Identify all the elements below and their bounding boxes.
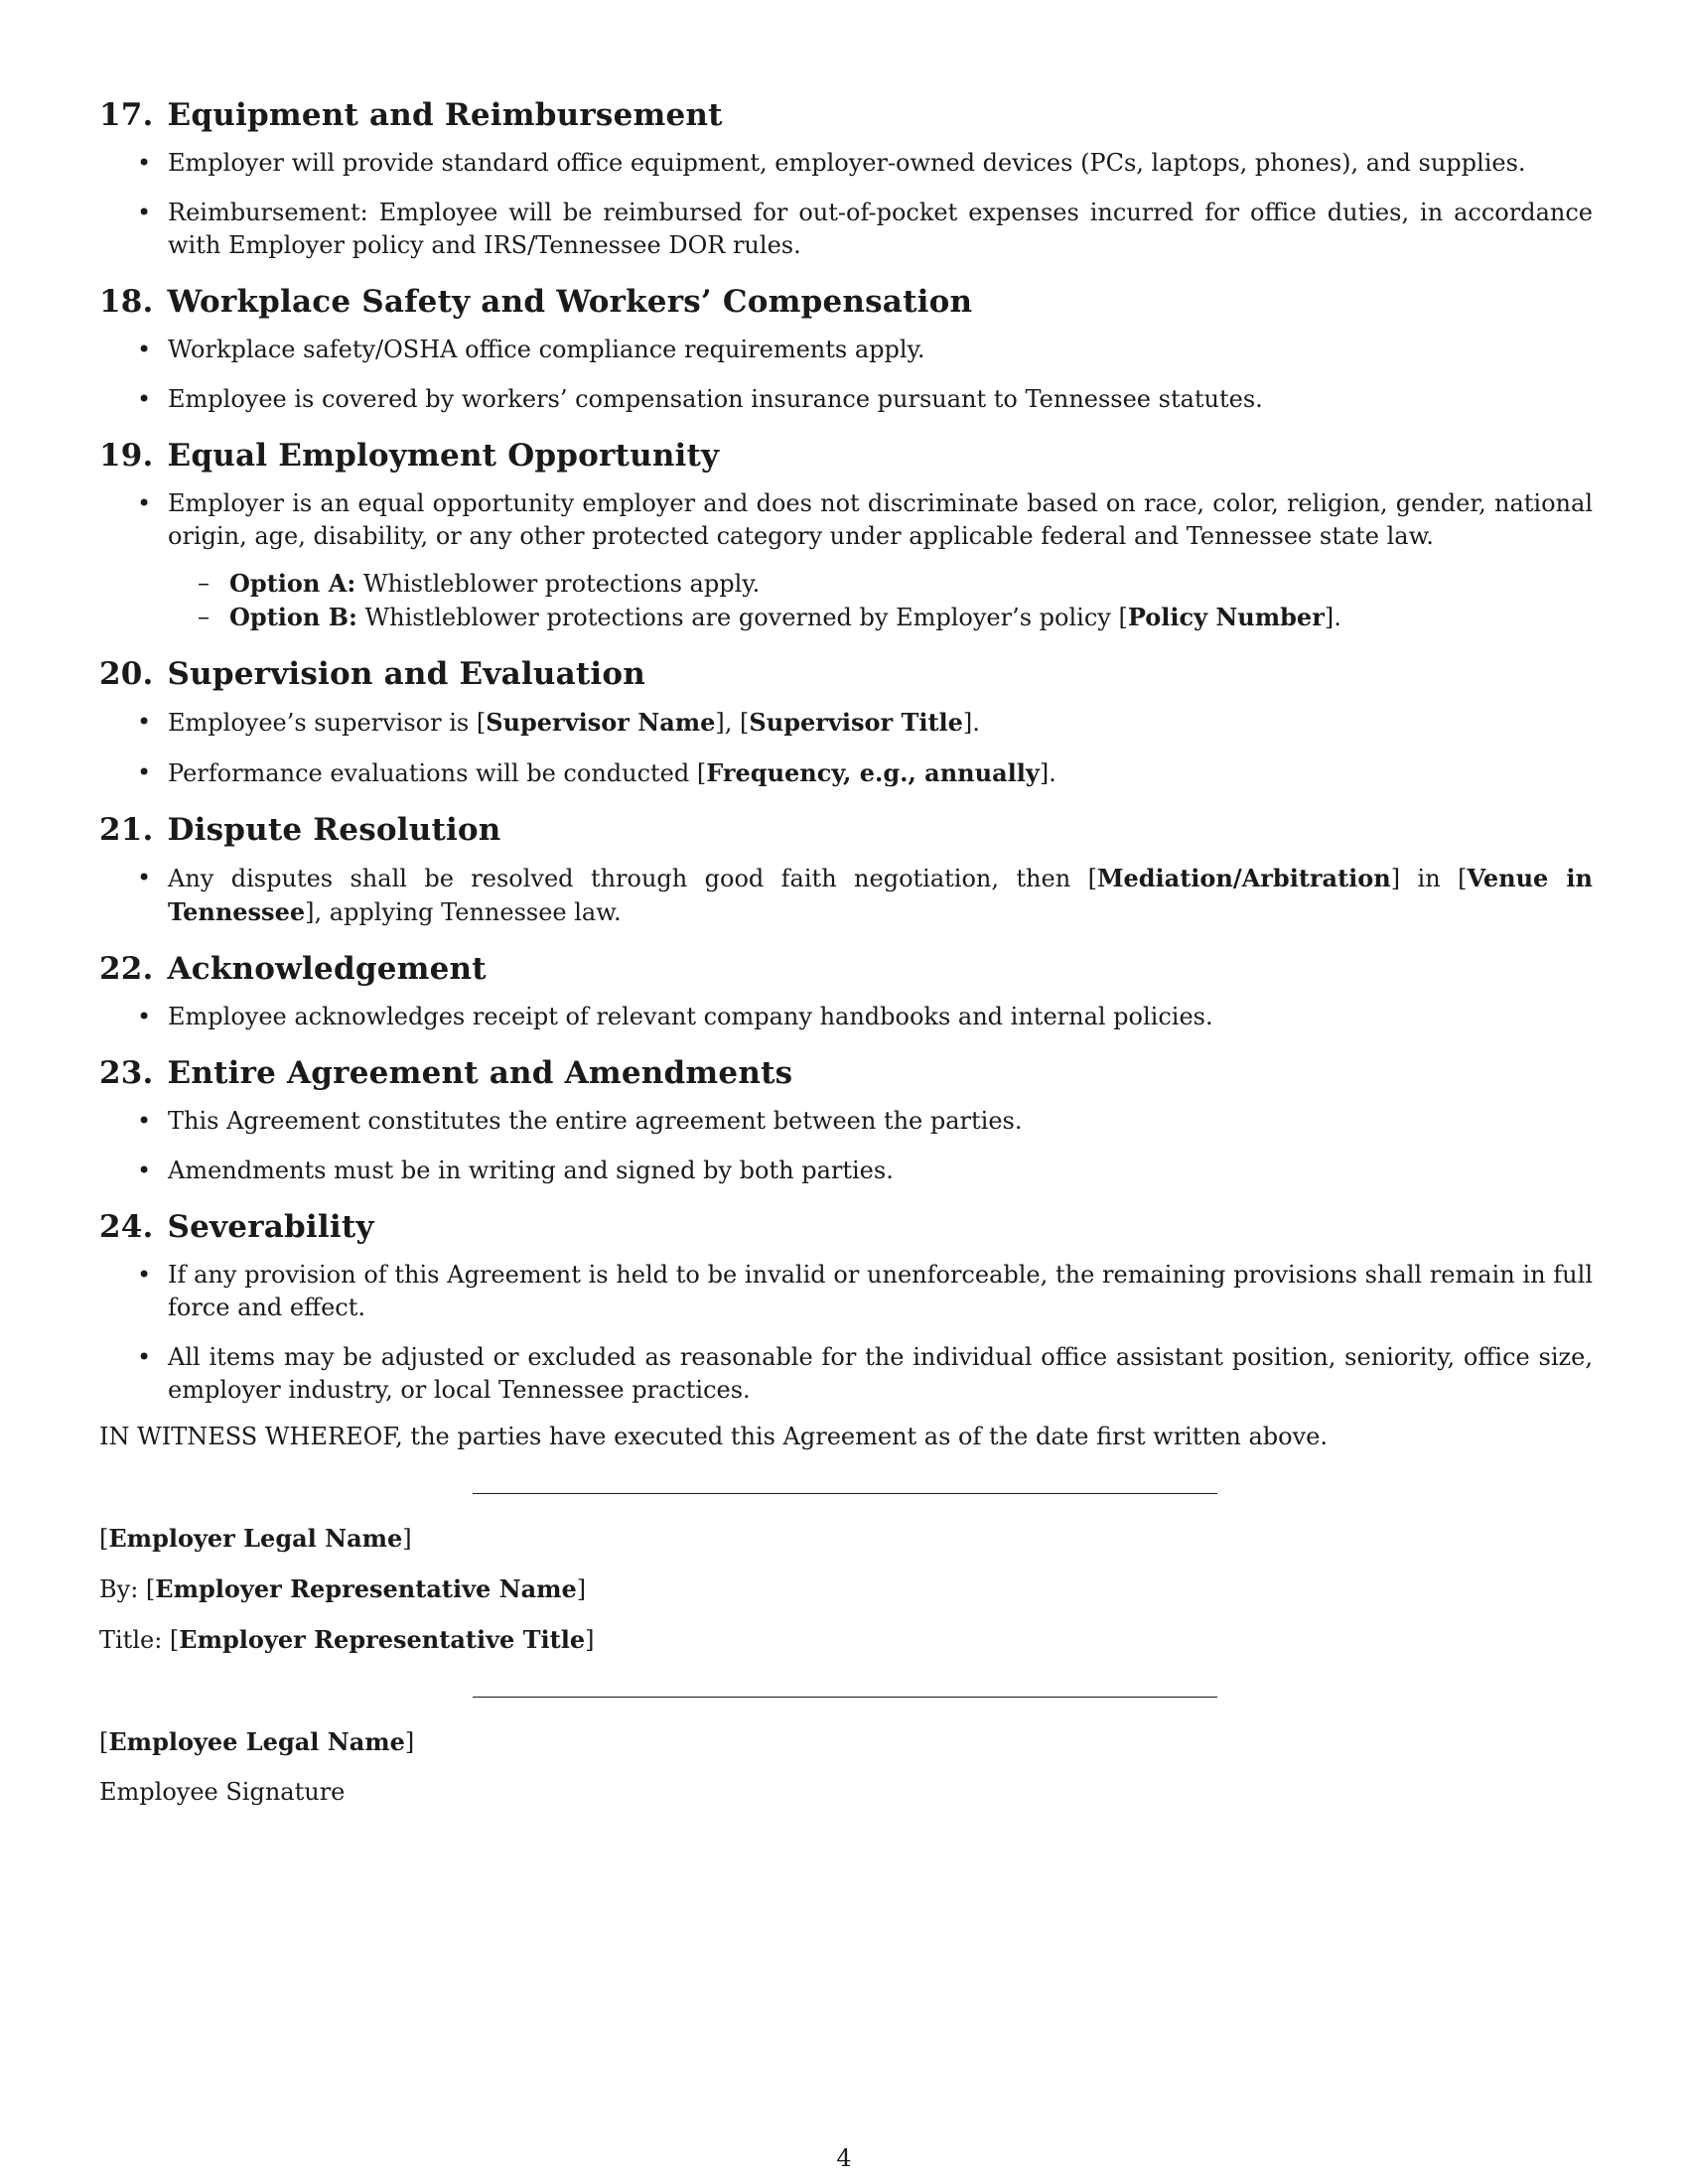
list-item: • Employee is covered by workers’ compensation insurance pursuant to Tennessee statutes.: [99, 383, 1593, 416]
list-item: • Performance evaluations will be conducted [Frequency, e.g., annually].: [99, 756, 1593, 790]
employer-representative-title: Title: [Employer Representative Title]: [99, 1625, 595, 1654]
section-24: [99, 1207, 1593, 1407]
list-item: • Workplace safety/OSHA office compliance requirements apply.: [99, 334, 1593, 366]
list-item: • Any disputes shall be resolved through good faith negotiation, then [Mediation/Arbitration] in [Venue in Tennessee], applying Tennessee law.: [99, 862, 1593, 929]
list-item: • Amendments must be in writing and signed by both parties.: [99, 1155, 1593, 1187]
section-22: [99, 949, 1593, 1033]
employee-name: [Employee Legal Name]: [99, 1727, 415, 1756]
employer-signature-line[interactable]: [473, 1493, 1217, 1494]
section-21: [99, 810, 1593, 929]
section-heading: 20. Supervision and Evaluation: [99, 656, 645, 692]
list-item: • Employee’s supervisor is [Supervisor Name], [Supervisor Title].: [99, 706, 1593, 740]
employee-signature-block: [99, 1697, 1593, 1809]
section-heading: 18. Workplace Safety and Workers’ Compensation: [99, 284, 973, 320]
list-item: • This Agreement constitutes the entire agreement between the parties.: [99, 1105, 1593, 1138]
witness-clause: IN WITNESS WHEREOF, the parties have executed this Agreement as of the date first written above.: [99, 1423, 1328, 1450]
employer-representative: By: [Employer Representative Name]: [99, 1574, 587, 1603]
section-heading: 21. Dispute Resolution: [99, 812, 501, 848]
list-item: • Employer is an equal opportunity employer and does not discriminate based on race, color, religion, gender, national origin, age, disability, or any other protected category under applicable federal and Tennessee state law. – Option A: Whistleblower protections apply. – Option B: Whistleblower protections are governed by Employer’s policy [Policy Number].: [99, 487, 1593, 634]
option-item: – Option B: Whistleblower protections are governed by Employer’s policy [Policy Number].: [168, 601, 1593, 634]
section-17: [99, 95, 1593, 262]
section-19: [99, 436, 1593, 634]
section-heading: 24. Severability: [99, 1209, 374, 1245]
list-item: • If any provision of this Agreement is held to be invalid or unenforceable, the remaining provisions shall remain in full force and effect.: [99, 1259, 1593, 1324]
section-23: [99, 1053, 1593, 1187]
document-body: [99, 95, 1593, 1809]
section-heading: 17. Equipment and Reimbursement: [99, 97, 723, 133]
section-heading: 22. Acknowledgement: [99, 951, 487, 987]
page-number: 4: [836, 2144, 852, 2172]
list-item: • All items may be adjusted or excluded as reasonable for the individual office assistant position, seniority, office size, employer industry, or local Tennessee practices.: [99, 1341, 1593, 1407]
employee-signature-line[interactable]: [473, 1697, 1217, 1698]
employer-signature-block: [99, 1493, 1593, 1657]
option-item: – Option A: Whistleblower protections apply.: [168, 567, 1593, 601]
list-item: • Employee acknowledges receipt of relevant company handbooks and internal policies.: [99, 1001, 1593, 1033]
employer-name: [Employer Legal Name]: [99, 1524, 412, 1553]
section-heading: 19. Equal Employment Opportunity: [99, 438, 720, 474]
list-item: • Employer will provide standard office equipment, employer-owned devices (PCs, laptops, phones), and supplies.: [99, 147, 1593, 180]
section-heading: 23. Entire Agreement and Amendments: [99, 1055, 793, 1091]
list-item: • Reimbursement: Employee will be reimbursed for out-of-pocket expenses incurred for office duties, in accordance with Employer policy and IRS/Tennessee DOR rules.: [99, 197, 1593, 262]
employee-signature-caption: Employee Signature: [99, 1778, 346, 1806]
section-18: [99, 282, 1593, 416]
section-20: [99, 654, 1593, 790]
